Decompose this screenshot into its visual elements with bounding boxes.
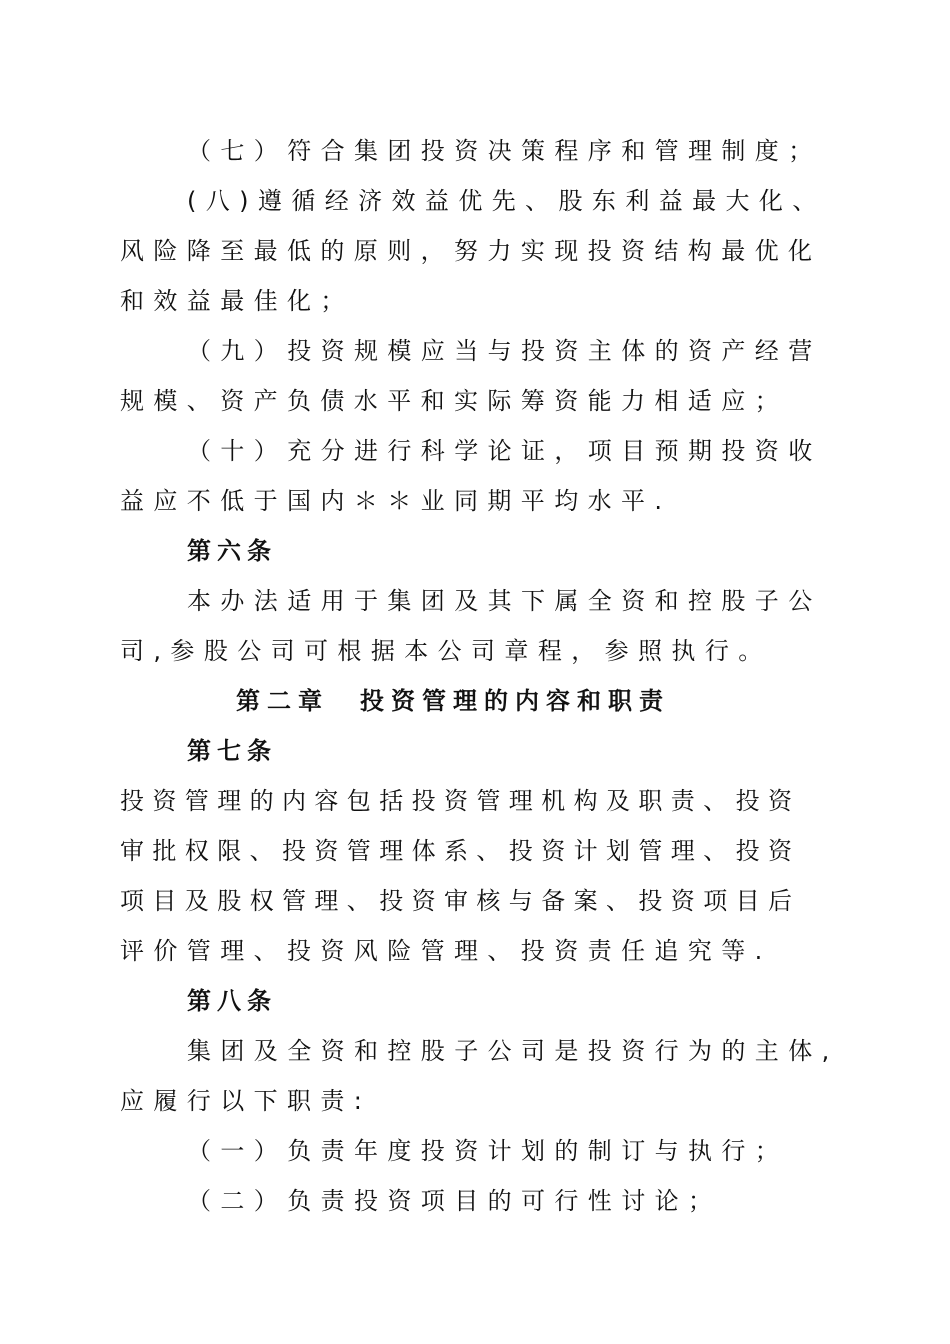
paragraph-line: 规模、资产负债水平和实际筹资能力相适应；	[120, 387, 788, 415]
chapter-heading: 第二章 投资管理的内容和职责	[236, 687, 670, 715]
article-heading-8: 第八条	[187, 987, 277, 1015]
paragraph-line: 司,参股公司可根据本公司章程，参照执行。	[120, 637, 772, 665]
paragraph-line: 集团及全资和控股子公司是投资行为的主体,	[187, 1037, 839, 1065]
paragraph-line: 投资管理的内容包括投资管理机构及职责、投资	[120, 787, 801, 815]
article-heading-6: 第六条	[187, 537, 277, 565]
paragraph-line: 和效益最佳化；	[120, 287, 354, 315]
paragraph-line: (八)遵循经济效益优先、股东利益最大化、	[187, 187, 826, 215]
paragraph-line: 风险降至最低的原则，努力实现投资结构最优化	[120, 237, 822, 265]
paragraph-line: 益应不低于国内＊＊业同期平均水平.	[120, 487, 672, 515]
paragraph-line: 评价管理、投资风险管理、投资责任追究等.	[120, 937, 772, 965]
paragraph-line: （二）负责投资项目的可行性讨论；	[187, 1187, 722, 1215]
paragraph-line: （一）负责年度投资计划的制订与执行；	[187, 1137, 789, 1165]
paragraph-line: 应履行以下职责:	[120, 1087, 372, 1115]
article-heading-7: 第七条	[187, 737, 277, 765]
paragraph-line: 审批权限、投资管理体系、投资计划管理、投资	[120, 837, 801, 865]
paragraph-line: 本办法适用于集团及其下属全资和控股子公	[187, 587, 822, 615]
paragraph-line: 项目及股权管理、投资审核与备案、投资项目后	[120, 887, 801, 915]
paragraph-line: （十）充分进行科学论证，项目预期投资收	[187, 437, 822, 465]
paragraph-line: （九）投资规模应当与投资主体的资产经营	[187, 337, 822, 365]
paragraph-line: （七）符合集团投资决策程序和管理制度；	[187, 137, 822, 165]
